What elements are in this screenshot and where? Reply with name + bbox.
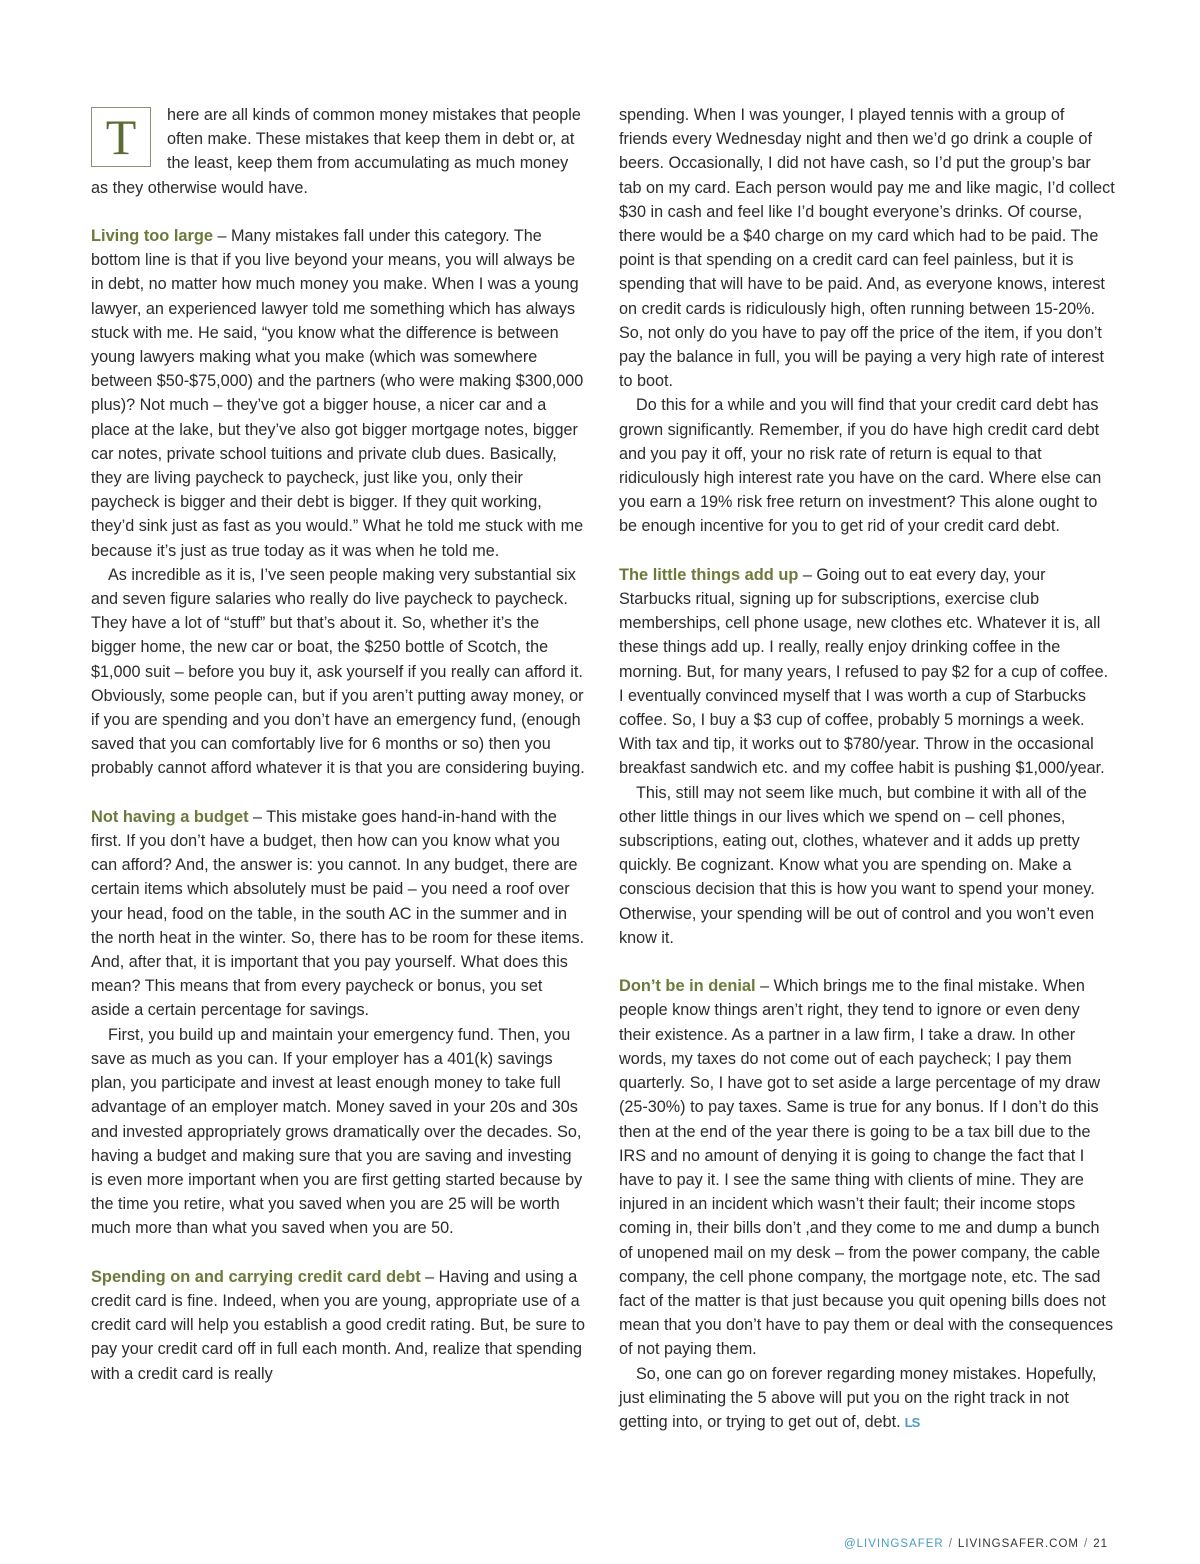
page-footer xyxy=(844,1538,1108,1550)
section-text: – This mistake goes hand-in-hand with the first. If you don’t have a budget, then how can you know what you can afford? And, the answer is: you cannot. In any budget, there are certain items which absolutely must be paid – you need a roof over your head, food on the table, in the south AC in the summer and in the north heat in the winter. So, there has to be room for these items. And, after that, it is important that you pay yourself. What does this mean? This means that from every paycheck or bonus, you set aside a certain percentage for savings. xyxy=(91,807,585,1020)
intro-paragraph xyxy=(91,103,585,200)
end-mark-logo: LS xyxy=(904,1414,920,1430)
section-denial xyxy=(619,974,1115,1361)
section-paragraph: Do this for a while and you will find that your credit card debt has grown significantly. Remember, if you do have high credit card debt and you pay it off, your no risk rate of return is equal to that ridiculously high interest rate you have on the card. Where else can you earn a 19% risk free return on investment? This alone ought to be enough incentive for you to get rid of your credit card debt. xyxy=(619,396,1102,536)
section-text: – Having and using a credit card is fine. Indeed, when you are young, appropriate use of a credit card will help you establish a good credit rating. But, be sure to pay your credit card off in full each month. And, realize that spending with a credit card is really xyxy=(91,1267,585,1383)
section-living-too-large xyxy=(91,224,585,563)
section-paragraph: This, still may not seem like much, but combine it with all of the other little things in our lives which we spend on – cell phones, subscriptions, eating out, clothes, whatever and it adds up pretty quickly. Be cognizant. Know what you are spending on. Make a conscious decision that this is how you want to spend your money. Otherwise, your spending will be out of control and you won’t even know it. xyxy=(619,783,1095,947)
footer-separator: / xyxy=(948,1538,953,1550)
section-credit-card-debt xyxy=(91,1265,585,1386)
section-paragraph: First, you build up and maintain your emergency fund. Then, you save as much as you can. If your employer has a 401(k) savings plan, you participate and invest at least enough money to take full advantage of an employer match. Money saved in your 20s and 30s and invested appropriately grows dramatically over the decades. So, having a budget and making sure that you are saving and investing is even more important when you are first getting started because by the time you retire, what you saved when you are 25 will be worth much more than what you saved when you are 50. xyxy=(91,1025,583,1238)
section-text: – Going out to eat every day, your Starbucks ritual, signing up for subscriptions, exercise club memberships, cell phone usage, new clothes etc. Whatever it is, all these things add up. I really, really enjoy drinking coffee in the morning. But, for many years, I refused to pay $2 for a cup of coffee. I eventually convinced myself that I was worth a cup of Starbucks coffee. So, I buy a $3 cup of coffee, probably 5 mornings a week. With tax and tip, it works out to $780/year. Throw in the occasional breakfast sandwich etc. and my coffee habit is pushing $1,000/year. xyxy=(619,565,1109,778)
page-number: 21 xyxy=(1093,1538,1108,1550)
section-paragraph: As incredible as it is, I’ve seen people making very substantial six and seven figure salaries who really do live paycheck to paycheck. They have a lot of “stuff” but that’s about it. So, whether it’s the bigger home, the new car or boat, the $250 bottle of Scotch, the $1,000 suit – before you buy it, ask yourself if you really can afford it. Obviously, some people can, but if you aren’t putting away money, or if you are spending and you don’t have an emergency fund, (enough saved that you can comfortably live for 6 months or so) then you probably cannot afford whatever it is that you are considering buying. xyxy=(91,565,585,778)
footer-website: LIVINGSAFER.COM xyxy=(957,1538,1079,1550)
footer-social-handle: @LIVINGSAFER xyxy=(843,1538,944,1550)
left-column xyxy=(91,103,585,1386)
section-not-having-budget xyxy=(91,805,585,1023)
dropcap-box xyxy=(91,107,151,167)
footer-separator-2: / xyxy=(1084,1538,1089,1550)
section-little-things xyxy=(619,563,1115,781)
section-text: – Which brings me to the final mistake. When people know things aren’t right, they tend to ignore or even deny their existence. As a partner in a law firm, I take a draw. In other words, my taxes do not come out of each paycheck; I pay them quarterly. So, I have got to set aside a large percentage of my draw (25-30%) to pay taxes. Same is true for any bonus. If I don’t do this then at the end of the year there is going to be a tax bill due to the IRS and no amount of denying it is going to change the fact that I have to pay it. I see the same thing with clients of mine. They are injured in an incident which wasn’t their fault; their income stops coming in, their bills don’t ,and they come to me and dump a bunch of unopened mail on my desk – from the power company, the cable company, the cell phone company, the mortgage note, etc. The sad fact of the matter is that just because you quit opening bills does not mean that you don’t have to pay them or deal with the consequences of not paying them. xyxy=(619,977,1114,1359)
closing-text: So, one can go on forever regarding money mistakes. Hopefully, just eliminating the 5 above will put you on the right track in not getting into, or trying to get out of, debt. xyxy=(619,1364,1097,1431)
section-text: – Many mistakes fall under this category. The bottom line is that if you live beyond your means, you will always be in debt, no matter how much money you make. When I was a young lawyer, an experienced lawyer told me something which has always stuck with me. He said, “you know what the difference is between young lawyers making what you make (which was somewhere between $50-$75,000) and the partners (who were making $300,000 plus)? Not much – they’ve got a bigger house, a nicer car and a place at the lake, but they’ve also got bigger mortgage notes, bigger car notes, private school tuitions and private club dues. Basically, they are living paycheck to paycheck, just like you, only their paycheck is bigger and their debt is bigger. If they quit working, they’d sink just as fast as you would.” What he told me stuck with me because it’s just as true today as it was when he told me. xyxy=(91,227,584,560)
section-heading: The little things add up xyxy=(619,565,799,584)
dropcap-letter: T xyxy=(105,109,137,165)
intro-text: here are all kinds of common money mistakes that people often make. These mistakes that keep them in debt or, at the least, keep them from accumulating as much money as they otherwise would have. xyxy=(91,106,581,197)
section-heading: Don’t be in denial xyxy=(619,977,756,996)
credit-card-continued: spending. When I was younger, I played tennis with a group of friends every Wednesday night and then we’d go drink a couple of beers. Occasionally, I did not have cash, so I’d put the group’s bar tab on my card. Each person would pay me and like magic, I’d collect $30 in cash and feel like I’d bought everyone’s drinks. Of course, there would be a $40 charge on my card which had to be paid. The point is that spending on a credit card can feel painless, but it is spending that will have to be paid. And, as everyone knows, interest on credit cards is ridiculously high, often running between 15-20%. So, not only do you have to pay off the price of the item, if you don’t pay the balance in full, you will be paying a very high rate of interest to boot. xyxy=(619,106,1115,391)
right-column xyxy=(619,103,1115,1435)
closing-paragraph xyxy=(619,1362,1115,1436)
section-heading: Living too large xyxy=(91,227,214,245)
section-heading: Spending on and carrying credit card debt xyxy=(91,1267,421,1286)
section-heading: Not having a budget xyxy=(91,807,249,826)
